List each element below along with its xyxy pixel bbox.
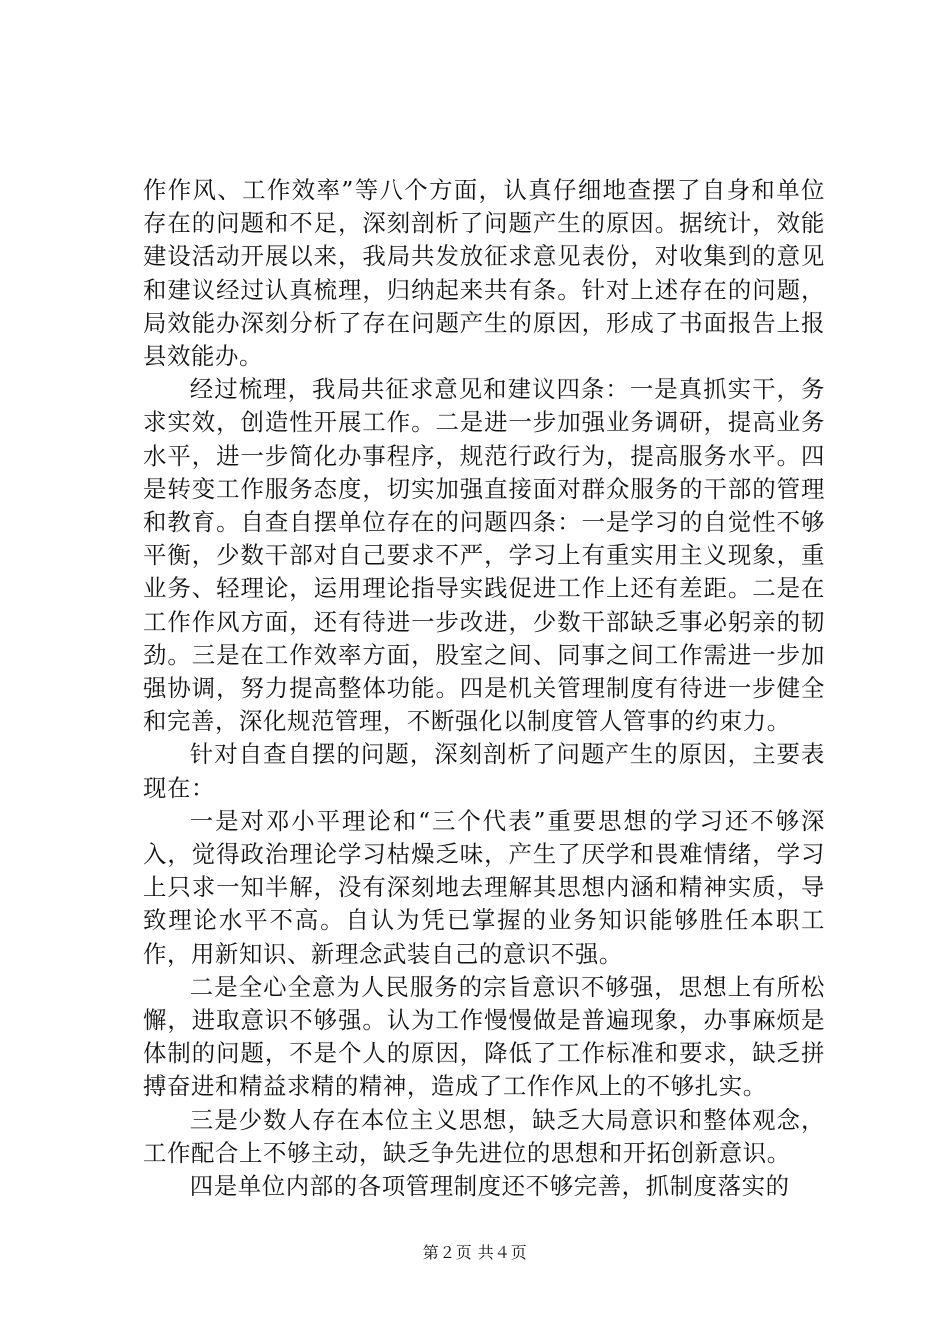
paragraph: 经过梳理，我局共征求意见和建议四条：一是真抓实干，务求实效，创造性开展工作。二是进一步加强业务调研，提高业务水平，进一步简化办事程序，规范行政行为，提高服务水平。四是转变工作服务态度，切实加强直接面对群众服务的干部的管理和教育。自查自摆单位存在的问题四条：一是学习的自觉性不够平衡，少数干部对自己要求不严，学习上有重实用主义现象，重业务、轻理论，运用理论指导实践促进工作上还有差距。二是在工作作风方面，还有待进一步改进，少数干部缺乏事必躬亲的韧劲。三是在工作效率方面，股室之间、同事之间工作需进一步加强协调，努力提高整体功能。四是机关管理制度有待进一步健全和完善，深化规范管理，不断强化以制度管人管事的约束力。 xyxy=(143,375,825,736)
paragraph: 二是全心全意为人民服务的宗旨意识不够强，思想上有所松懈，进取意识不够强。认为工作慢慢做是普遍现象，办事麻烦是体制的问题，不是个人的原因，降低了工作标准和要求，缺乏拼搏奋进和精益求精的精神，造成了工作作风上的不够扎实。 xyxy=(143,972,825,1101)
paragraph: 作作风、工作效率”等八个方面，认真仔细地查摆了自身和单位存在的问题和不足，深刻剖析了问题产生的原因。据统计，效能建设活动开展以来，我局共发放征求意见表份，对收集到的意见和建议经过认真梳理，归纳起来共有条。针对上述存在的问题，局效能办深刻分析了存在问题产生的原因，形成了书面报告上报县效能办。 xyxy=(143,176,825,371)
page-number-footer: 第２页 共４页 xyxy=(422,1243,528,1262)
paragraph: 四是单位内部的各项管理制度还不够完善，抓制度落实的 xyxy=(189,1172,790,1201)
paragraph: 针对自查自摆的问题，深刻剖析了问题产生的原因，主要表现在： xyxy=(143,740,825,802)
paragraph: 一是对邓小平理论和“三个代表”重要思想的学习还不够深入，觉得政治理论学习枯燥乏味，产生了厌学和畏难情绪，学习上只求一知半解，没有深刻地去理解其思想内涵和精神实质，导致理论水平不高。自认为凭已掌握的业务知识能够胜任本职工作，用新知识、新理念武装自己的意识不强。 xyxy=(143,806,825,968)
document-body xyxy=(143,174,825,1203)
paragraph: 三是少数人存在本位主义思想，缺乏大局意识和整体观念，工作配合上不够主动，缺乏争先进位的思想和开拓创新意识。 xyxy=(143,1105,825,1167)
